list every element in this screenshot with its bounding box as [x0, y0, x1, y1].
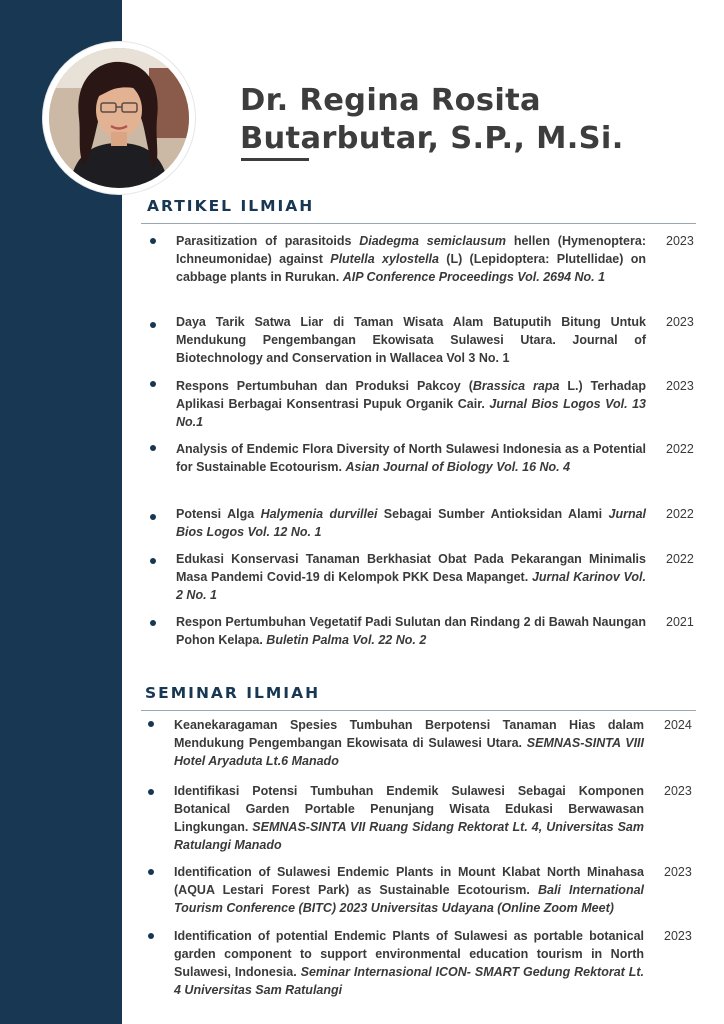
entry-text-run: Respon Pertumbuhan Vegetatif Padi Sulutan dan Rindang 2 di Bawah Naungan Pohon Kelapa.	[176, 615, 646, 647]
section-title-seminar: SEMINAR ILMIAH	[145, 684, 321, 702]
entry-year: 2024	[664, 718, 692, 732]
entry-text	[176, 440, 646, 476]
entry-text-run: Sebagai Sumber Antioksidan Alami	[377, 507, 609, 521]
entry-text-run: Identification of potential Endemic Plants of Sulawesi as portable botanical garden component to support environmental education tourism in North Sulawesi, Indonesia.	[174, 929, 644, 979]
entry-text-run: Daya Tarik Satwa Liar di Taman Wisata Alam Batuputih Bitung Untuk Mendukung Pengembangan Ekowisata Sulawesi Utara. Journal of Biotechnology and Conservation in Wallacea Vol 3 No. 1	[176, 315, 646, 365]
entry-text-italic: SEMNAS-SINTA VII Ruang Sidang Rektorat Lt. 4, Universitas Sam Ratulangi Manado	[174, 820, 644, 852]
section-title-artikel: ARTIKEL ILMIAH	[147, 197, 315, 215]
entry-text-run: Potensi Alga	[176, 507, 261, 521]
bullet-icon	[148, 721, 154, 727]
entry-text-run: Analysis of Endemic Flora Diversity of North Sulawesi Indonesia as a Potential for Sustainable Ecotourism.	[176, 442, 646, 474]
entry-text-run: hellen (Hymenoptera: Ichneumonidae) against	[176, 234, 646, 266]
entry-text-run: Keanekaragaman Spesies Tumbuhan Berpotensi Tanaman Hias dalam Mendukung Pengembangan Ekowisata di Sulawesi Utara.	[174, 718, 644, 750]
bullet-icon	[150, 558, 156, 564]
section-rule-seminar	[141, 710, 696, 711]
bullet-icon	[150, 381, 156, 387]
entry-year: 2022	[666, 552, 694, 566]
name-line-2: Butarbutar, S.P., M.Si.	[240, 121, 624, 156]
entry-text-italic: Jurnal Karinov Vol. 2 No. 1	[176, 570, 647, 602]
portrait-illustration	[49, 48, 189, 188]
entry-text	[174, 716, 644, 770]
entry-text	[174, 863, 644, 917]
entry-text-run: (L) (Lepidoptera: Plutellidae) on cabbage plants in Rurukan.	[176, 252, 646, 284]
entry-text-italic: AIP Conference Proceedings Vol. 2694 No. 1	[342, 270, 606, 284]
entry-text	[176, 505, 646, 541]
entry-text-italic: Seminar Internasional ICON- SMART Gedung Rektorat Lt. 4 Universitas Sam Ratulangi	[174, 965, 644, 997]
bullet-icon	[150, 620, 156, 626]
entry-text-italic: Diadegma semiclausum	[359, 234, 507, 248]
entry-text	[176, 232, 646, 286]
bullet-icon	[148, 789, 154, 795]
entry-year: 2023	[664, 784, 692, 798]
entry-year: 2023	[664, 929, 692, 943]
entry-text	[176, 613, 646, 649]
entry-text-italic: Brassica rapa	[472, 379, 560, 393]
entry-text-italic: Jurnal Bios Logos Vol. 12 No. 1	[176, 507, 647, 539]
avatar	[49, 48, 189, 188]
entry-text	[176, 550, 646, 604]
section-rule-artikel	[141, 223, 696, 224]
entry-year: 2022	[666, 442, 694, 456]
entry-text-run: L.) Terhadap Aplikasi Berbagai Konsentrasi Pupuk Organik Cair.	[176, 379, 646, 411]
entry-text-italic: Asian Journal of Biology Vol. 16 No. 4	[345, 460, 571, 474]
bullet-icon	[148, 933, 154, 939]
entry-year: 2021	[666, 615, 694, 629]
bullet-icon	[150, 238, 156, 244]
profile-name	[240, 82, 700, 158]
entry-year: 2023	[664, 865, 692, 879]
entry-text-italic: Buletin Palma Vol. 22 No. 2	[266, 633, 427, 647]
entry-text-italic: Plutella xylostella	[330, 252, 439, 266]
name-underline	[241, 158, 309, 161]
entry-text-run: Edukasi Konservasi Tanaman Berkhasiat Obat Pada Pekarangan Minimalis Masa Pandemi Covid-19 di Kelompok PKK Desa Mapanget.	[176, 552, 646, 584]
entry-text-italic: Jurnal Bios Logos Vol. 13 No.1	[176, 397, 646, 429]
entry-text	[176, 377, 646, 431]
entry-text-italic: SEMNAS-SINTA VIII Hotel Aryaduta Lt.6 Manado	[174, 736, 645, 768]
entry-year: 2023	[666, 234, 694, 248]
entry-text	[174, 782, 644, 854]
bullet-icon	[150, 322, 156, 328]
bullet-icon	[150, 445, 156, 451]
entry-year: 2022	[666, 507, 694, 521]
name-line-1: Dr. Regina Rosita	[240, 83, 541, 118]
entry-text-italic: Bali International Tourism Conference (BITC) 2023 Universitas Udayana (Online Zoom Meet)	[174, 883, 644, 915]
entry-year: 2023	[666, 379, 694, 393]
profile-photo	[43, 42, 195, 194]
entry-text-run: Respons Pertumbuhan dan Produksi Pakcoy (	[176, 379, 473, 393]
entry-text-run: Identifikasi Potensi Tumbuhan Endemik Sulawesi Sebagai Komponen Botanical Garden Portable Penunjang Wisata Edukasi Berwawasan Lingkungan.	[174, 784, 644, 834]
entry-text-run: Identification of Sulawesi Endemic Plants in Mount Klabat North Minahasa (AQUA Lestari Forest Park) as Sustainable Ecotourism.	[174, 865, 644, 897]
entry-text	[176, 313, 646, 367]
entry-year: 2023	[666, 315, 694, 329]
bullet-icon	[150, 514, 156, 520]
entry-text	[174, 927, 644, 999]
entry-text-run: Parasitization of parasitoids	[176, 234, 360, 248]
bullet-icon	[148, 869, 154, 875]
entry-text-italic: Halymenia durvillei	[260, 507, 378, 521]
